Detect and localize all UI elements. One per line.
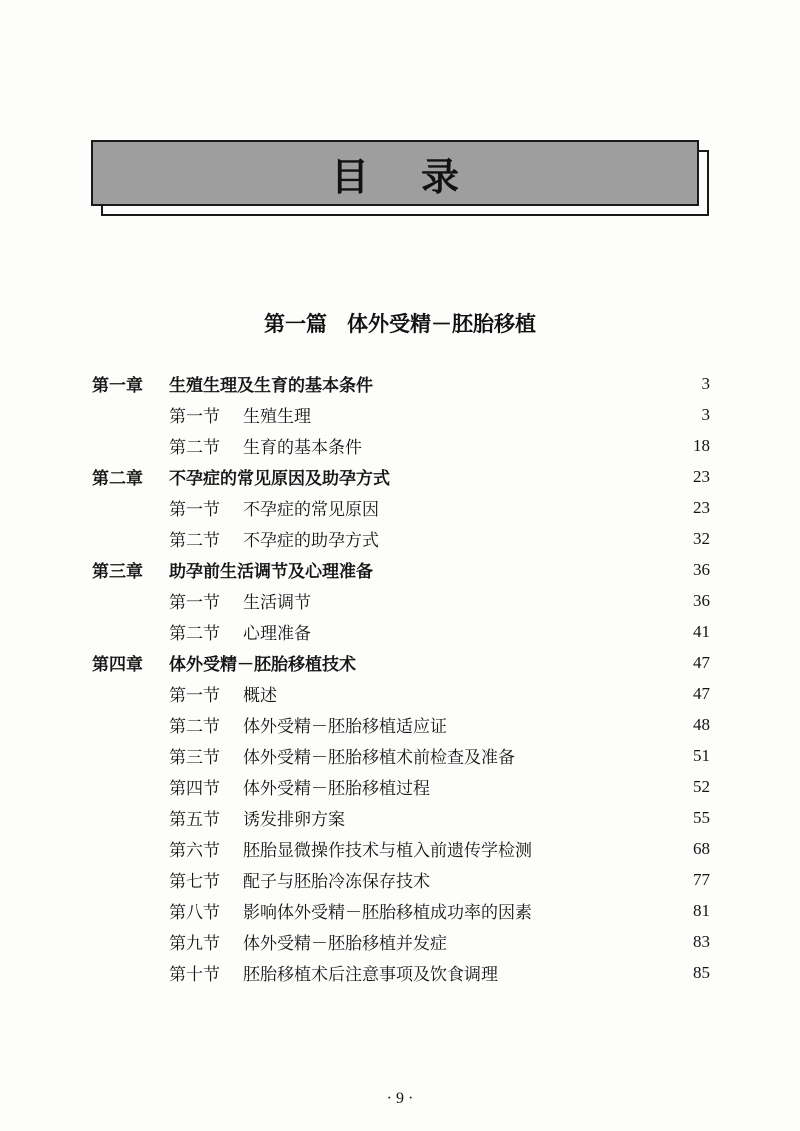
toc-entry-label: 第一章 <box>92 376 143 396</box>
toc-section-row <box>0 802 800 833</box>
toc-entry-title: 生育的基本条件 <box>243 438 362 458</box>
toc-entry-page: 85 <box>693 962 710 982</box>
toc-entry-label: 第二节 <box>169 531 220 551</box>
toc-entry-title: 不孕症的常见原因 <box>243 500 379 520</box>
toc-entry-page: 55 <box>693 807 710 827</box>
dot-leader <box>383 530 664 547</box>
part-title: 体外受精－胚胎移植 <box>347 312 536 336</box>
toc-chapter-row <box>0 368 800 399</box>
toc-entry-title: 胚胎显微操作技术与植入前遗传学检测 <box>243 841 532 861</box>
dot-leader <box>394 468 664 485</box>
table-of-contents <box>0 368 800 988</box>
title-band <box>91 140 699 206</box>
toc-entry-page: 81 <box>693 900 710 920</box>
toc-entry-label: 第二节 <box>169 624 220 644</box>
dot-leader <box>315 406 664 423</box>
toc-section-row <box>0 864 800 895</box>
dot-leader <box>315 623 664 640</box>
toc-entry-page: 41 <box>693 621 710 641</box>
toc-entry-page: 83 <box>693 931 710 951</box>
toc-section-row <box>0 492 800 523</box>
dot-leader <box>434 778 664 795</box>
toc-chapter-row <box>0 647 800 678</box>
toc-section-row <box>0 771 800 802</box>
toc-entry-title: 不孕症的助孕方式 <box>243 531 379 551</box>
toc-entry-label: 第一节 <box>169 500 220 520</box>
toc-entry-title: 体外受精－胚胎移植并发症 <box>243 934 447 954</box>
toc-entry-title: 心理准备 <box>243 624 311 644</box>
toc-entry-label: 第四章 <box>92 655 143 675</box>
toc-entry-label: 第八节 <box>169 903 220 923</box>
toc-entry-label: 第一节 <box>169 686 220 706</box>
toc-chapter-row <box>0 461 800 492</box>
toc-entry-label: 第十节 <box>169 965 220 985</box>
toc-entry-page: 52 <box>693 776 710 796</box>
dot-leader <box>349 809 664 826</box>
toc-entry-page: 23 <box>693 466 710 486</box>
toc-section-row <box>0 926 800 957</box>
toc-entry-title: 体外受精－胚胎移植术前检查及准备 <box>243 748 515 768</box>
toc-entry-label: 第三章 <box>92 562 143 582</box>
dot-leader <box>536 840 664 857</box>
toc-entry-title: 影响体外受精－胚胎移植成功率的因素 <box>243 903 532 923</box>
toc-entry-page: 68 <box>693 838 710 858</box>
toc-section-row <box>0 585 800 616</box>
toc-chapter-row <box>0 554 800 585</box>
dot-leader <box>377 375 664 392</box>
dot-leader <box>360 654 664 671</box>
dot-leader <box>281 685 664 702</box>
dot-leader <box>451 933 664 950</box>
toc-entry-page: 47 <box>693 652 710 672</box>
toc-entry-page: 48 <box>693 714 710 734</box>
toc-entry-page: 36 <box>693 590 710 610</box>
toc-section-row <box>0 523 800 554</box>
toc-entry-page: 23 <box>693 497 710 517</box>
toc-entry-page: 77 <box>693 869 710 889</box>
part-heading <box>0 308 800 338</box>
dot-leader <box>536 902 664 919</box>
toc-section-row <box>0 399 800 430</box>
toc-entry-page: 3 <box>701 404 710 424</box>
toc-section-row <box>0 616 800 647</box>
toc-entry-title: 体外受精－胚胎移植适应证 <box>243 717 447 737</box>
page-number: · 9 · <box>386 1090 414 1107</box>
toc-entry-page: 18 <box>693 435 710 455</box>
toc-entry-label: 第一节 <box>169 407 220 427</box>
page-title: 目录 <box>330 154 511 199</box>
toc-entry-title: 概述 <box>243 686 277 706</box>
toc-entry-title: 胚胎移植术后注意事项及饮食调理 <box>243 965 498 985</box>
toc-entry-label: 第二节 <box>169 717 220 737</box>
toc-section-row <box>0 895 800 926</box>
dot-leader <box>434 871 664 888</box>
toc-entry-title: 配子与胚胎冷冻保存技术 <box>243 872 430 892</box>
toc-entry-label: 第一节 <box>169 593 220 613</box>
toc-entry-label: 第九节 <box>169 934 220 954</box>
toc-section-row <box>0 833 800 864</box>
toc-entry-page: 3 <box>701 373 710 393</box>
toc-entry-title: 体外受精－胚胎移植技术 <box>169 655 356 675</box>
dot-leader <box>383 499 664 516</box>
toc-entry-label: 第四节 <box>169 779 220 799</box>
toc-entry-title: 诱发排卵方案 <box>243 810 345 830</box>
toc-entry-title: 生殖生理 <box>243 407 311 427</box>
toc-entry-page: 51 <box>693 745 710 765</box>
toc-section-row <box>0 709 800 740</box>
toc-entry-label: 第三节 <box>169 748 220 768</box>
toc-entry-label: 第二节 <box>169 438 220 458</box>
toc-section-row <box>0 957 800 988</box>
toc-section-row <box>0 678 800 709</box>
dot-leader <box>315 592 664 609</box>
dot-leader <box>366 437 664 454</box>
dot-leader <box>519 747 664 764</box>
dot-leader <box>502 964 664 981</box>
toc-entry-title: 生殖生理及生育的基本条件 <box>169 376 373 396</box>
toc-entry-label: 第二章 <box>92 469 143 489</box>
toc-entry-label: 第七节 <box>169 872 220 892</box>
toc-section-row <box>0 430 800 461</box>
dot-leader <box>451 716 664 733</box>
toc-entry-label: 第五节 <box>169 810 220 830</box>
toc-entry-page: 47 <box>693 683 710 703</box>
toc-entry-label: 第六节 <box>169 841 220 861</box>
toc-entry-title: 生活调节 <box>243 593 311 613</box>
toc-entry-title: 体外受精－胚胎移植过程 <box>243 779 430 799</box>
toc-entry-page: 36 <box>693 559 710 579</box>
toc-entry-title: 助孕前生活调节及心理准备 <box>169 562 373 582</box>
toc-entry-title: 不孕症的常见原因及助孕方式 <box>169 469 390 489</box>
part-label: 第一篇 <box>264 312 327 336</box>
toc-entry-page: 32 <box>693 528 710 548</box>
dot-leader <box>377 561 664 578</box>
toc-section-row <box>0 740 800 771</box>
